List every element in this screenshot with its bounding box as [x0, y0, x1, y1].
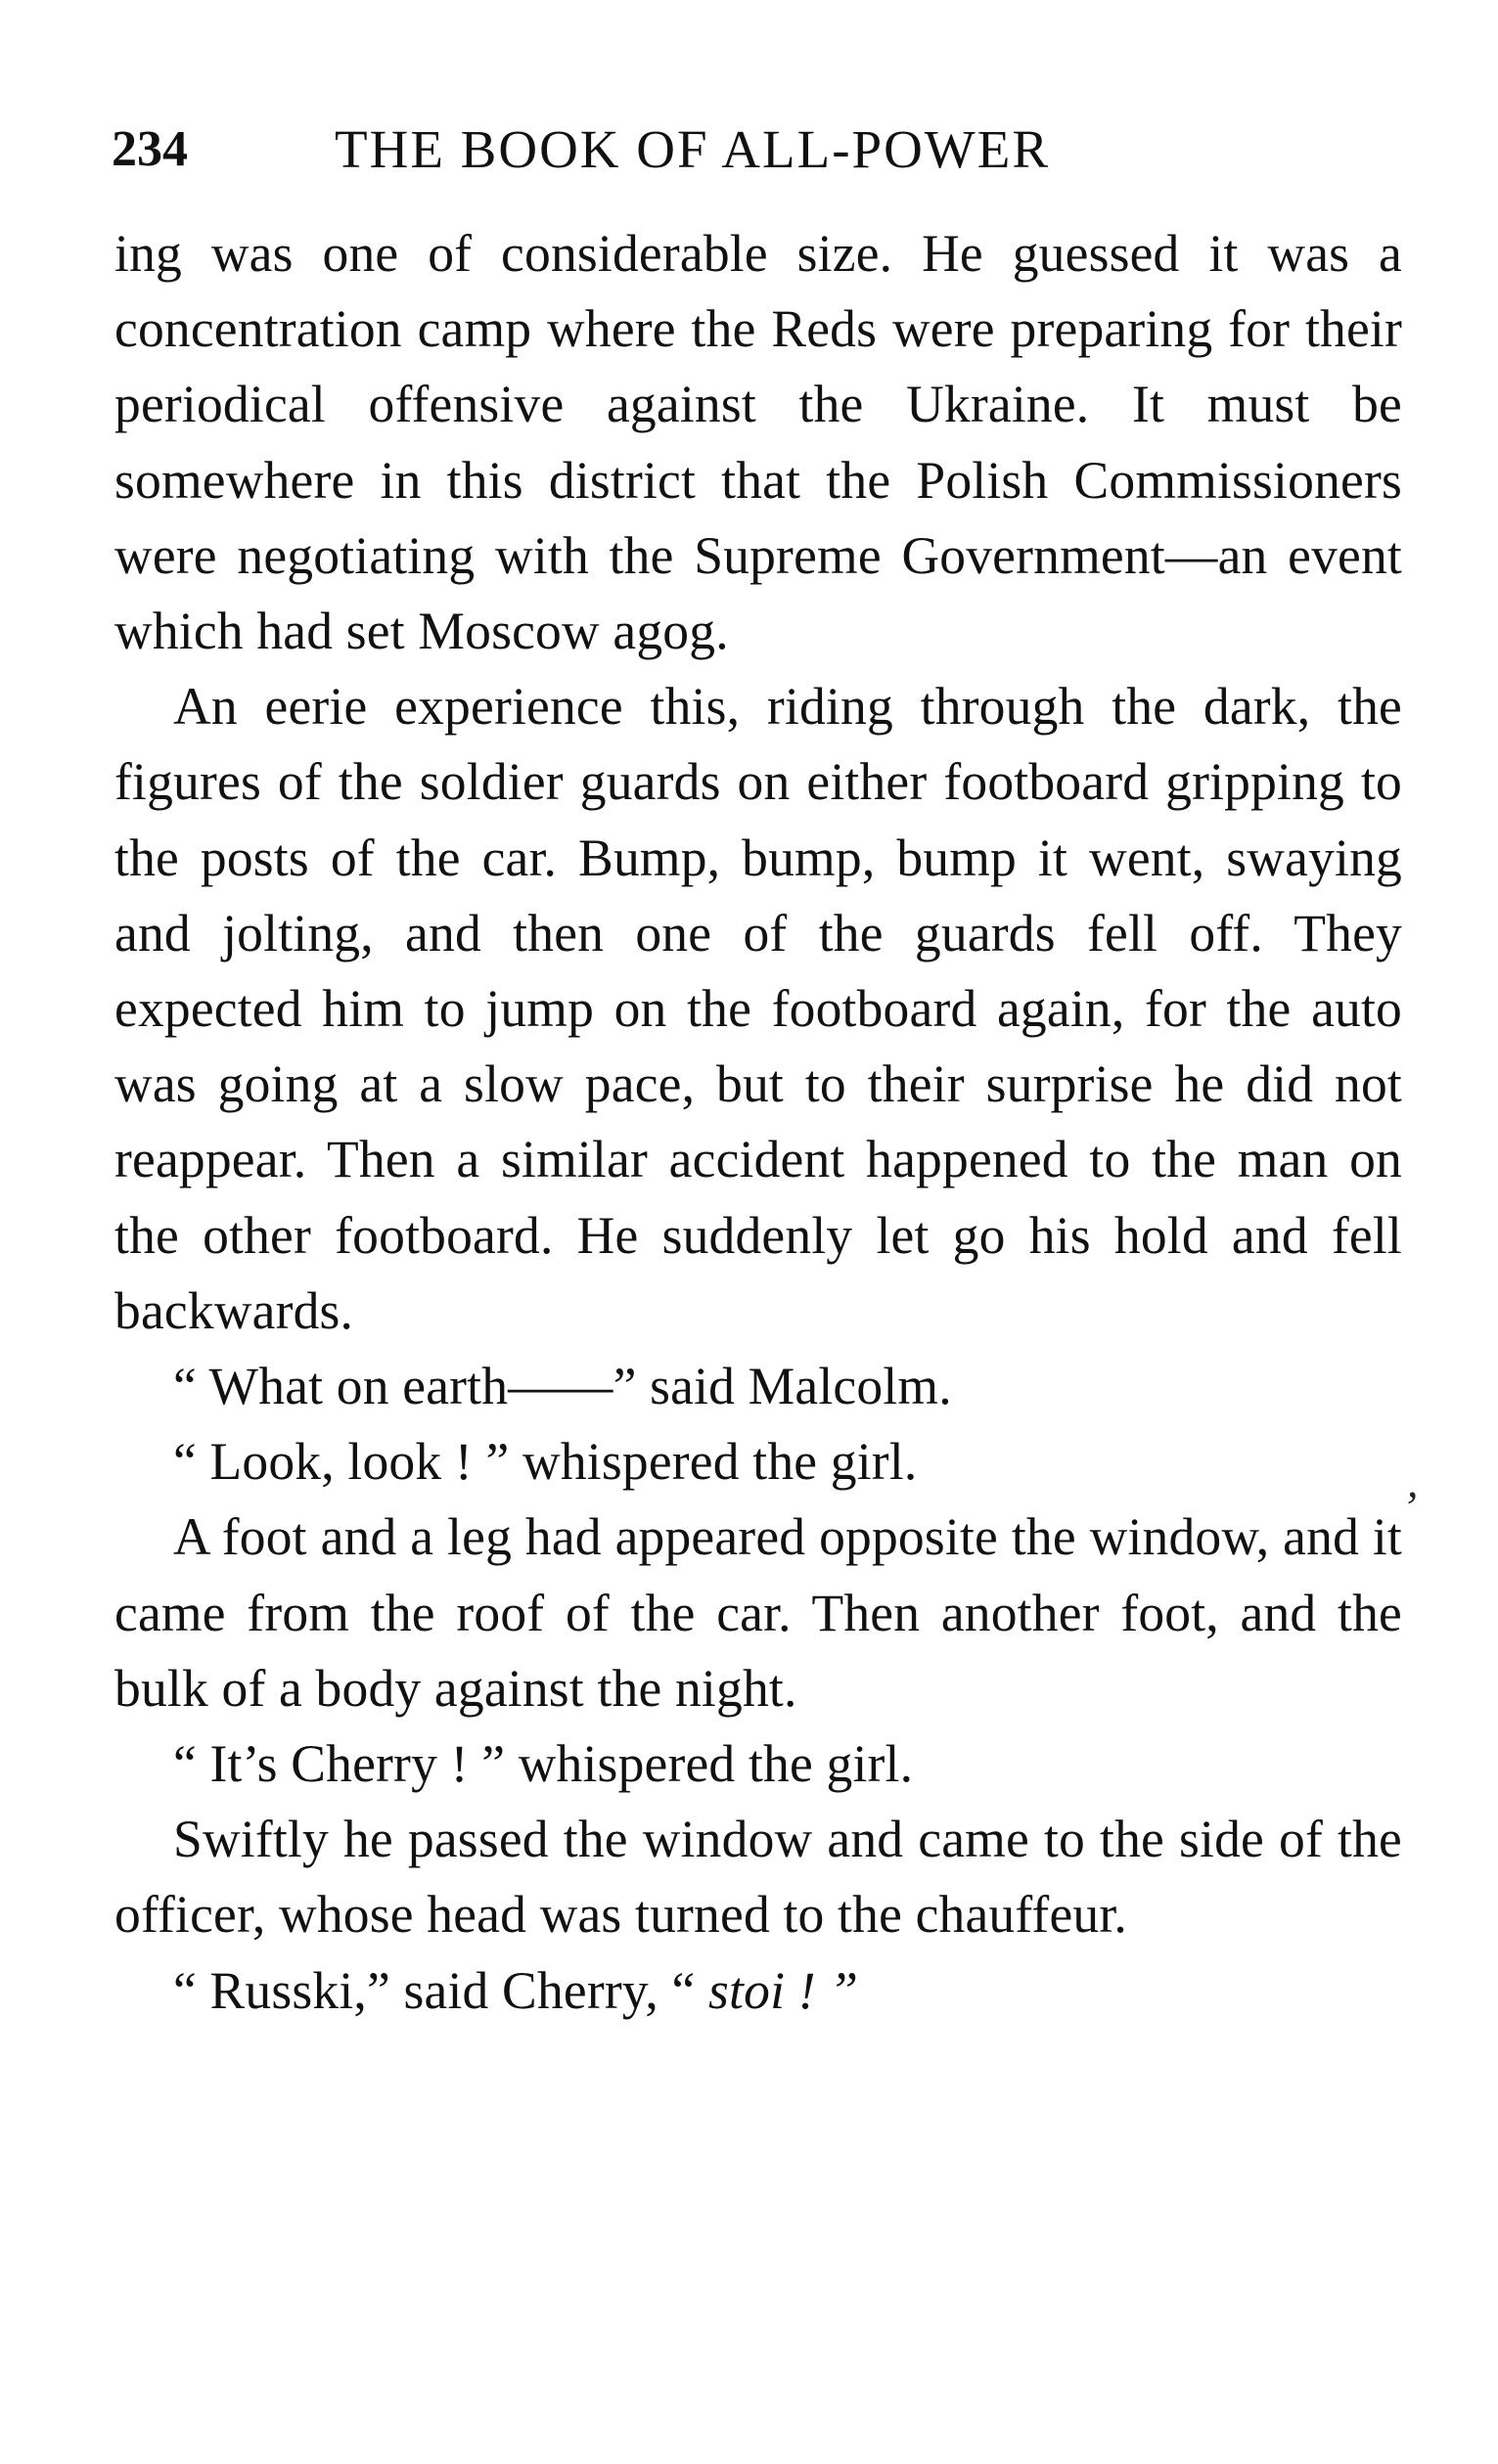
- dialogue-girl-look: “ Look, look ! ” whispered the girl.: [173, 1432, 918, 1492]
- paragraph-continuation: ing was one of considerable size. He guessed it was a concentration camp where the Reds were preparing for their periodical offensive against the Ukraine. It must be somewhere in this district that the Polish Commissioners were negotiating with the Supreme Government—an event which had set Moscow agog.: [114, 224, 1402, 661]
- russian-word: stoi ! ”: [708, 1960, 859, 2020]
- dialogue-cherry-stoi: “ Russki,” said Cherry, “ stoi ! ”: [173, 1960, 859, 2020]
- dialogue-girl-cherry: “ It’s Cherry ! ” whispered the girl.: [173, 1734, 914, 1794]
- page-number: 234: [112, 121, 188, 177]
- body-text: [114, 216, 1402, 2029]
- dialogue-malcolm: “ What on earth——” said Malcolm.: [173, 1357, 952, 1416]
- stray-print-mark: ,: [1407, 1456, 1419, 1506]
- page-header: [112, 115, 1403, 184]
- running-title: THE BOOK OF ALL-POWER: [335, 119, 1051, 179]
- paragraph-foot-and-leg: A foot and a leg had appeared opposite the window, and it came from the roof of the car. Then another foot, and the bulk of a body against the night.: [114, 1507, 1402, 1718]
- paragraph-swiftly: Swiftly he passed the window and came to the side of the officer, whose head was turned to the chauffeur.: [114, 1810, 1402, 1945]
- paragraph-eerie-experience: An eerie experience this, riding through the dark, the figures of the soldier guards on either footboard gripping to the posts of the car. Bump, bump, bump it went, swaying and jolting, and then one of the guards fell off. They expected him to jump on the footboard again, for the auto was going at a slow pace, but to their surprise he did not reappear. Then a similar accident happened to the man on the other footboard. He suddenly let go his hold and fell backwards.: [114, 677, 1402, 1340]
